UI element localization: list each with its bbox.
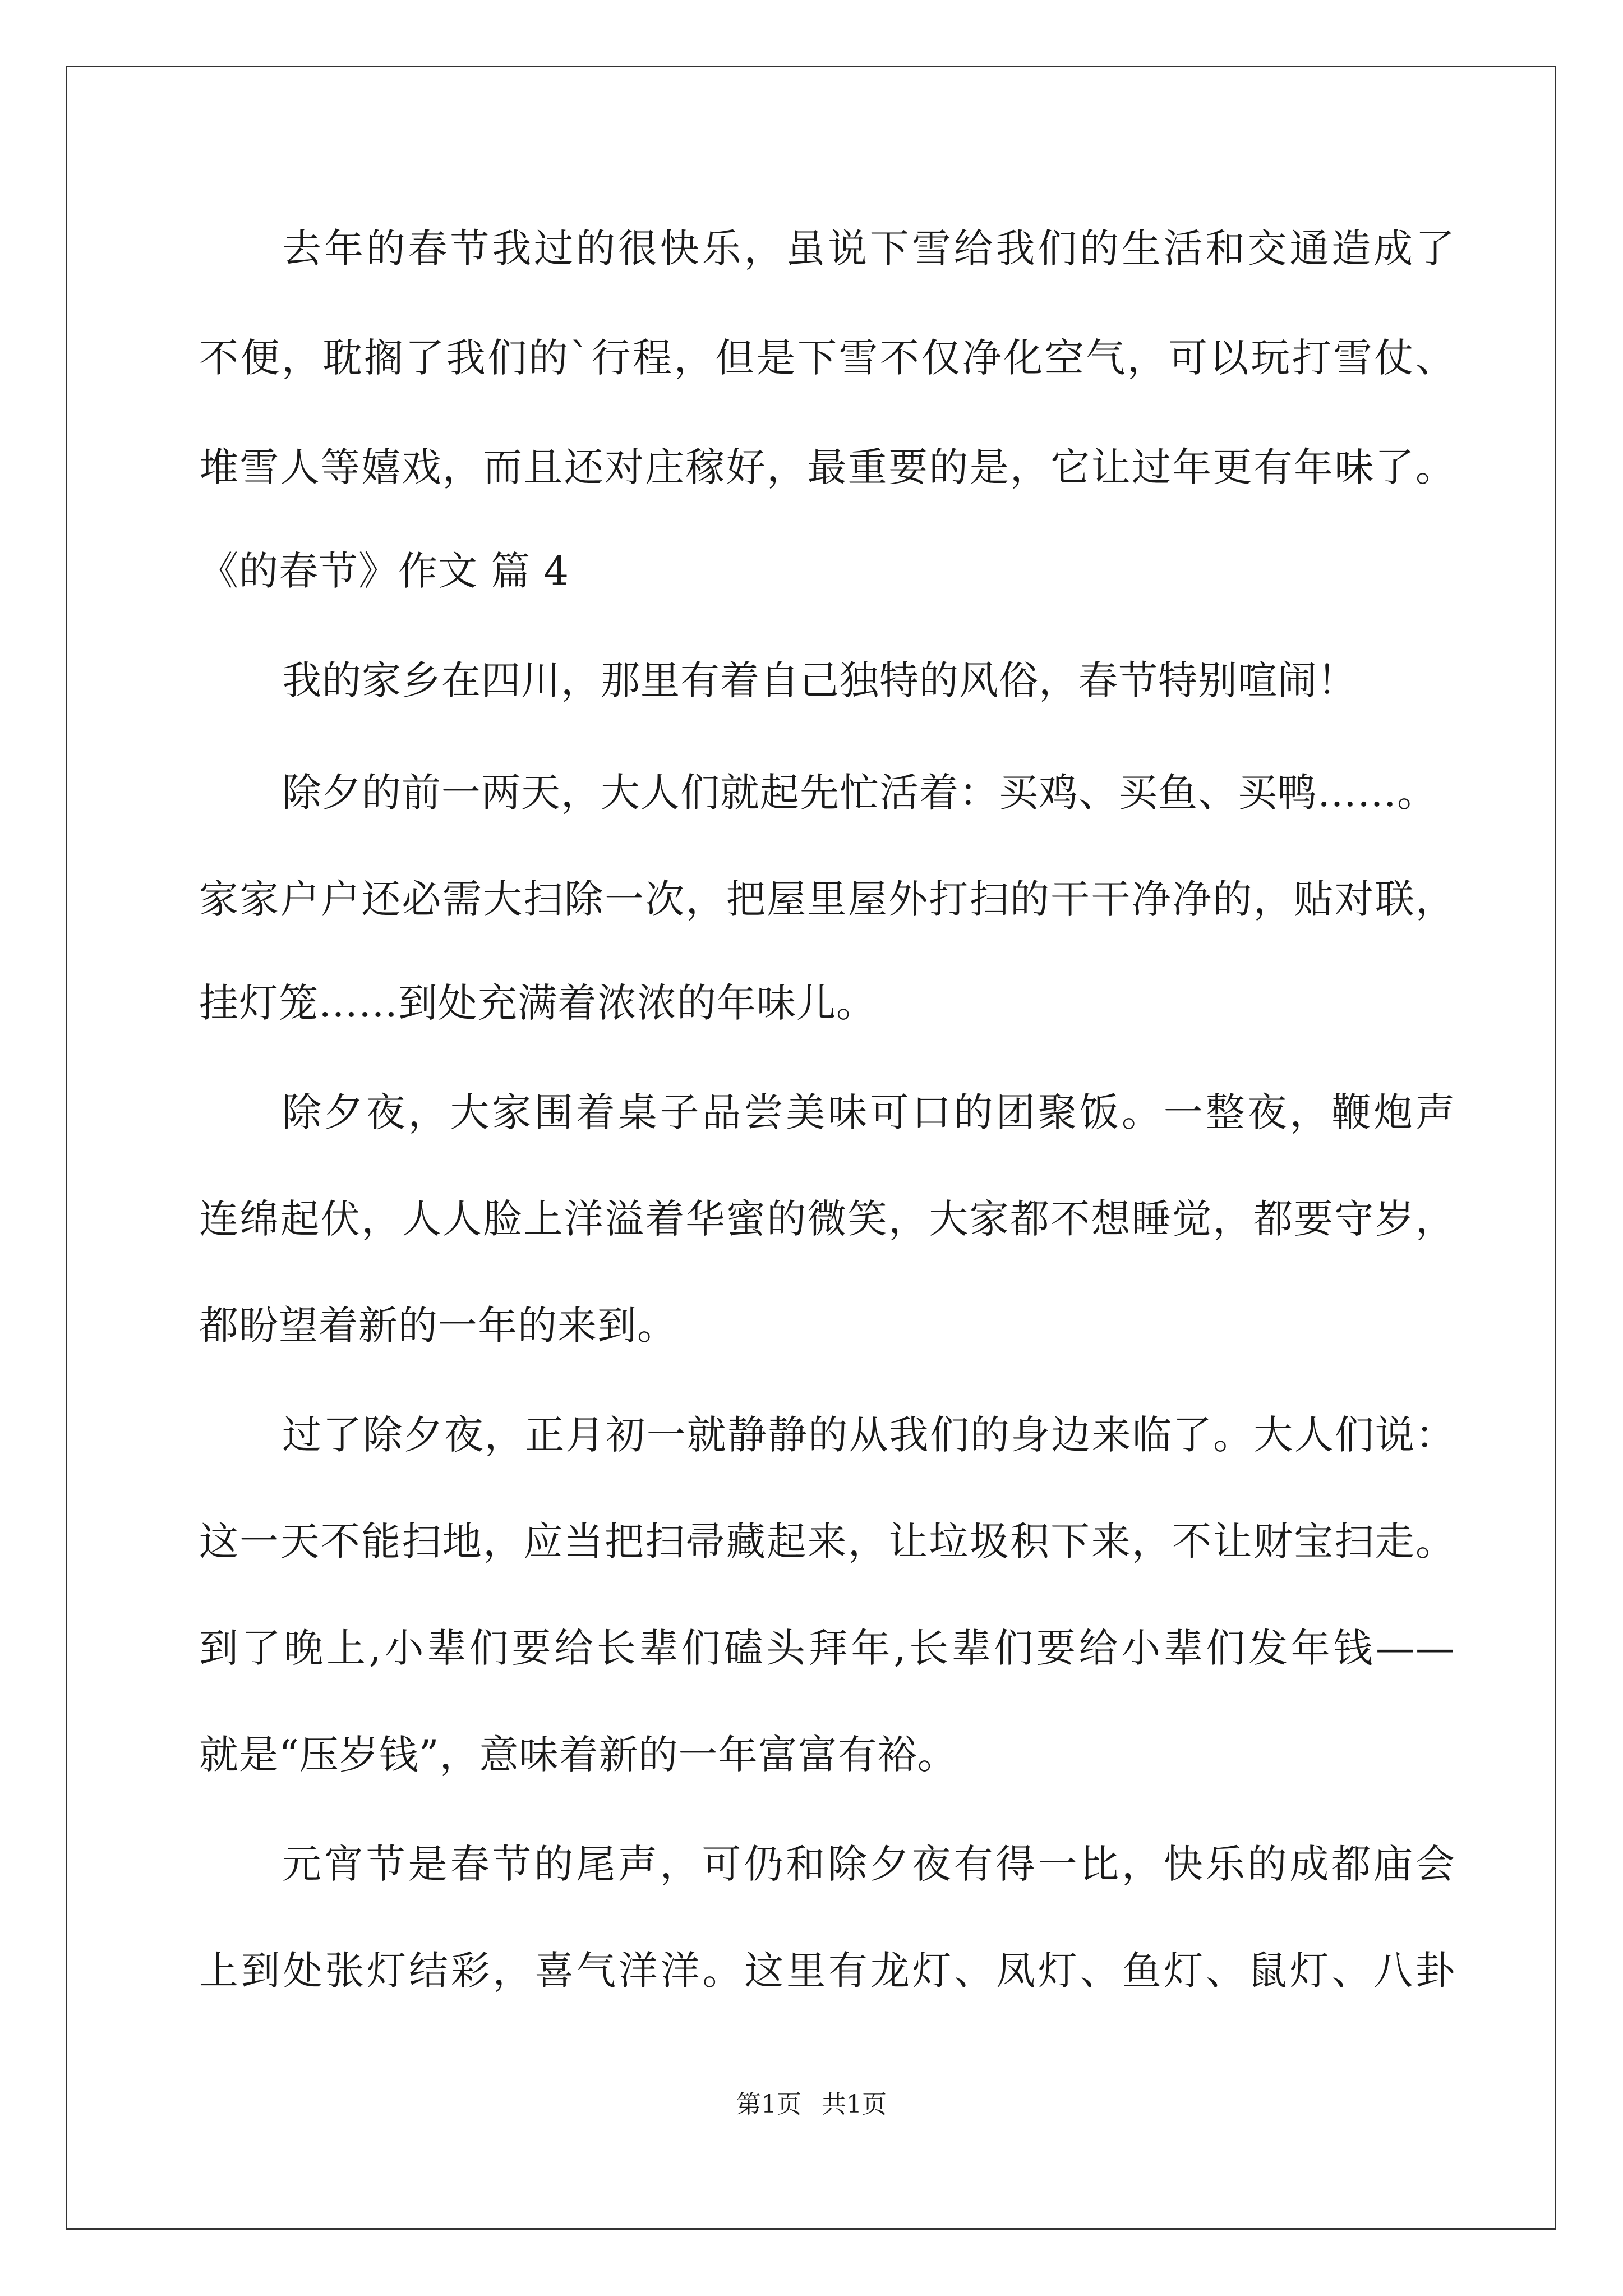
text-line: 上到处张灯结彩，喜气洋洋。这里有龙灯、凤灯、鱼灯、鼠灯、八卦 (199, 1948, 1455, 1994)
text-line: 除夕的前一两天，大人们就起先忙活着：买鸡、买鱼、买鸭……。 (282, 770, 1437, 816)
page-number-total: 共1页 (822, 2090, 887, 2119)
text-line: 去年的春节我过的很快乐，虽说下雪给我们的生活和交通造成了 (282, 226, 1455, 272)
text-line: 挂灯笼……到处充满着浓浓的年味儿。 (199, 980, 876, 1026)
page-footer (0, 2088, 1623, 2122)
section-heading: 《的春节》作文 篇 4 (199, 548, 570, 594)
text-line: 都盼望着新的一年的来到。 (199, 1303, 677, 1349)
text-line: 连绵起伏，人人脸上洋溢着华蜜的微笑，大家都不想睡觉，都要守岁， (199, 1196, 1455, 1242)
text-line: 过了除夕夜，正月初一就静静的从我们的身边来临了。大人们说： (282, 1412, 1455, 1458)
text-line: 不便，耽搁了我们的`行程，但是下雪不仅净化空气，可以玩打雪仗、 (199, 335, 1455, 381)
text-line: 堆雪人等嬉戏，而且还对庄稼好，最重要的是，它让过年更有年味了。 (199, 444, 1455, 490)
text-line: 就是“压岁钱”，意味着新的一年富富有裕。 (199, 1732, 957, 1778)
text-line: 元宵节是春节的尾声，可仍和除夕夜有得一比，快乐的成都庙会 (282, 1841, 1455, 1887)
page-border (66, 66, 1556, 2230)
text-line: 这一天不能扫地，应当把扫帚藏起来，让垃圾积下来，不让财宝扫走。 (199, 1519, 1455, 1565)
text-line: 到了晚上,小辈们要给长辈们磕头拜年,长辈们要给小辈们发年钱—— (199, 1625, 1455, 1671)
text-line: 除夕夜，大家围着桌子品尝美味可口的团聚饭。一整夜，鞭炮声 (282, 1089, 1455, 1135)
text-line: 家家户户还必需大扫除一次，把屋里屋外打扫的干干净净的，贴对联， (199, 876, 1455, 922)
page-number-current: 第1页 (736, 2090, 801, 2119)
text-line: 我的家乡在四川，那里有着自己独特的风俗，春节特别喧闹！ (282, 657, 1357, 703)
